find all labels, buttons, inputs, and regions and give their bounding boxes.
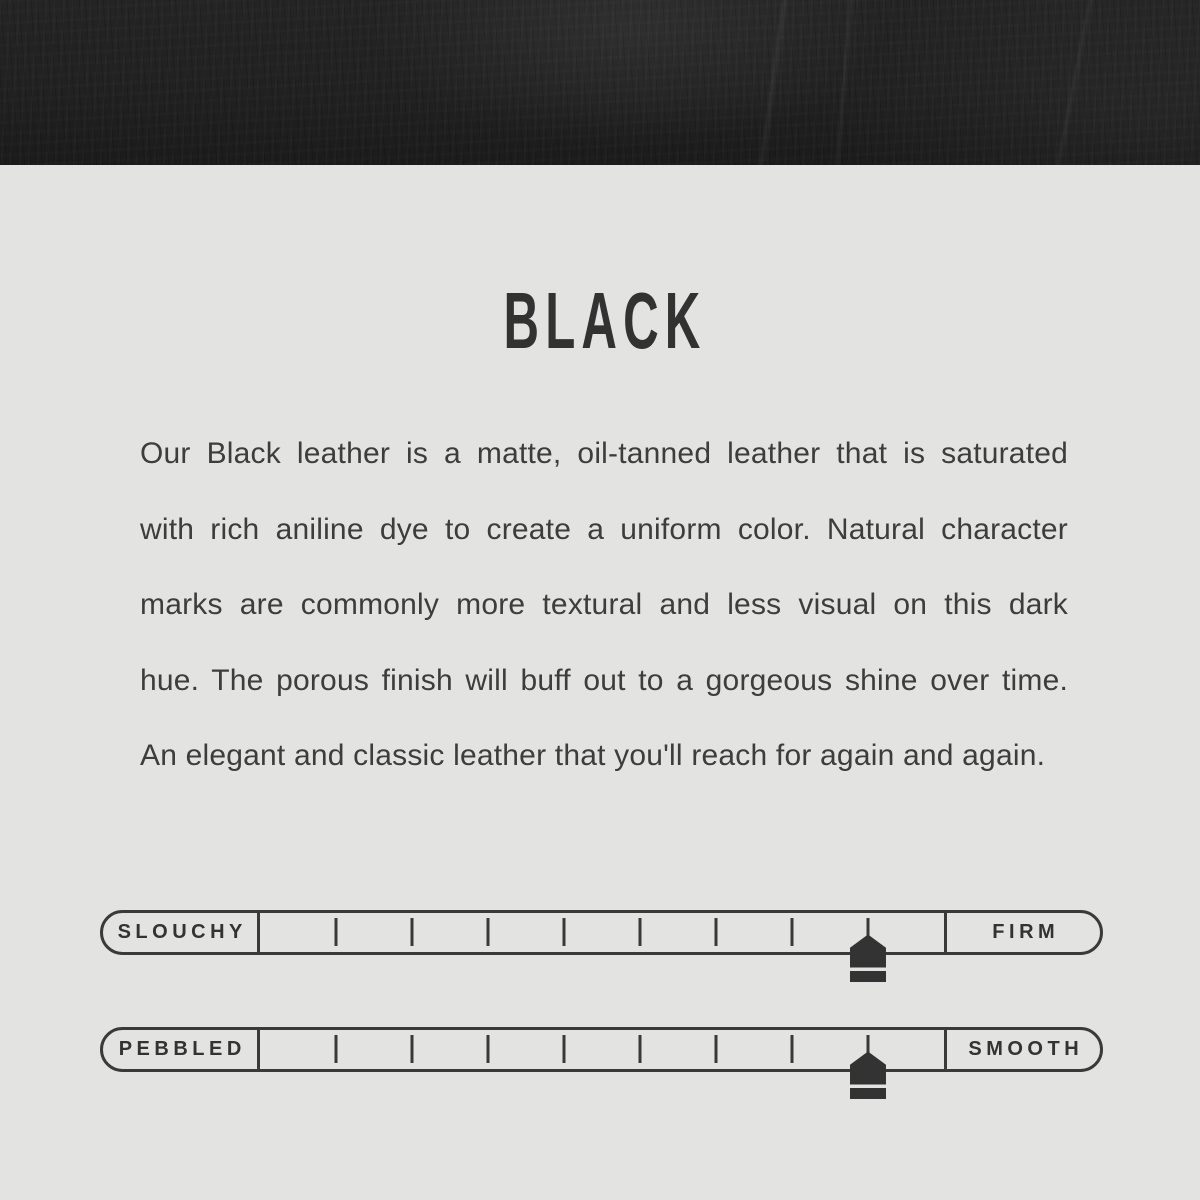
slouchy-firm-scale [100, 910, 1103, 955]
scale-tick [410, 1035, 413, 1063]
color-description [140, 416, 1068, 794]
description-line: An elegant and classic leather that you'll reach for again and again. [140, 739, 1046, 772]
scale-right-label: SMOOTH [944, 1030, 1100, 1069]
scale-tick [562, 1035, 565, 1063]
scale-left-label: SLOUCHY [103, 913, 260, 952]
scale-marker-base [850, 971, 886, 982]
scale-marker [850, 1052, 886, 1099]
scale-tick [410, 918, 413, 946]
scale-tick [715, 918, 718, 946]
scale-track [100, 1027, 1103, 1072]
scale-marker-arrow [850, 935, 886, 968]
black-leather-texture-swatch [0, 0, 1200, 165]
scale-tick [791, 918, 794, 946]
scale-left-label: PEBBLED [103, 1030, 260, 1069]
scale-tick [487, 918, 490, 946]
scale-tick [487, 1035, 490, 1063]
scale-tick-area [260, 913, 944, 952]
scale-marker-base [850, 1088, 886, 1099]
title-wrap [0, 276, 1200, 365]
description-line: Our Black leather is a matte, oil-tanned leather that is saturated [140, 437, 1068, 470]
scale-tick [334, 1035, 337, 1063]
description-line: with rich aniline dye to create a uniform color. Natural character [140, 512, 1068, 546]
scale-tick [334, 918, 337, 946]
scale-track [100, 910, 1103, 955]
scale-tick [791, 1035, 794, 1063]
description-line: marks are commonly more textural and less visual on this dark [140, 588, 1068, 621]
description-line: hue. The porous finish will buff out to a gorgeous shine over time. [140, 663, 1068, 697]
scale-tick [639, 918, 642, 946]
scale-tick [715, 1035, 718, 1063]
pebbled-smooth-scale [100, 1027, 1103, 1072]
color-name-title: BLACK [503, 276, 707, 365]
scale-marker [850, 935, 886, 982]
scale-tick [639, 1035, 642, 1063]
scale-tick [562, 918, 565, 946]
scale-marker-arrow [850, 1052, 886, 1085]
scale-tick-area [260, 1030, 944, 1069]
scale-right-label: FIRM [944, 913, 1100, 952]
